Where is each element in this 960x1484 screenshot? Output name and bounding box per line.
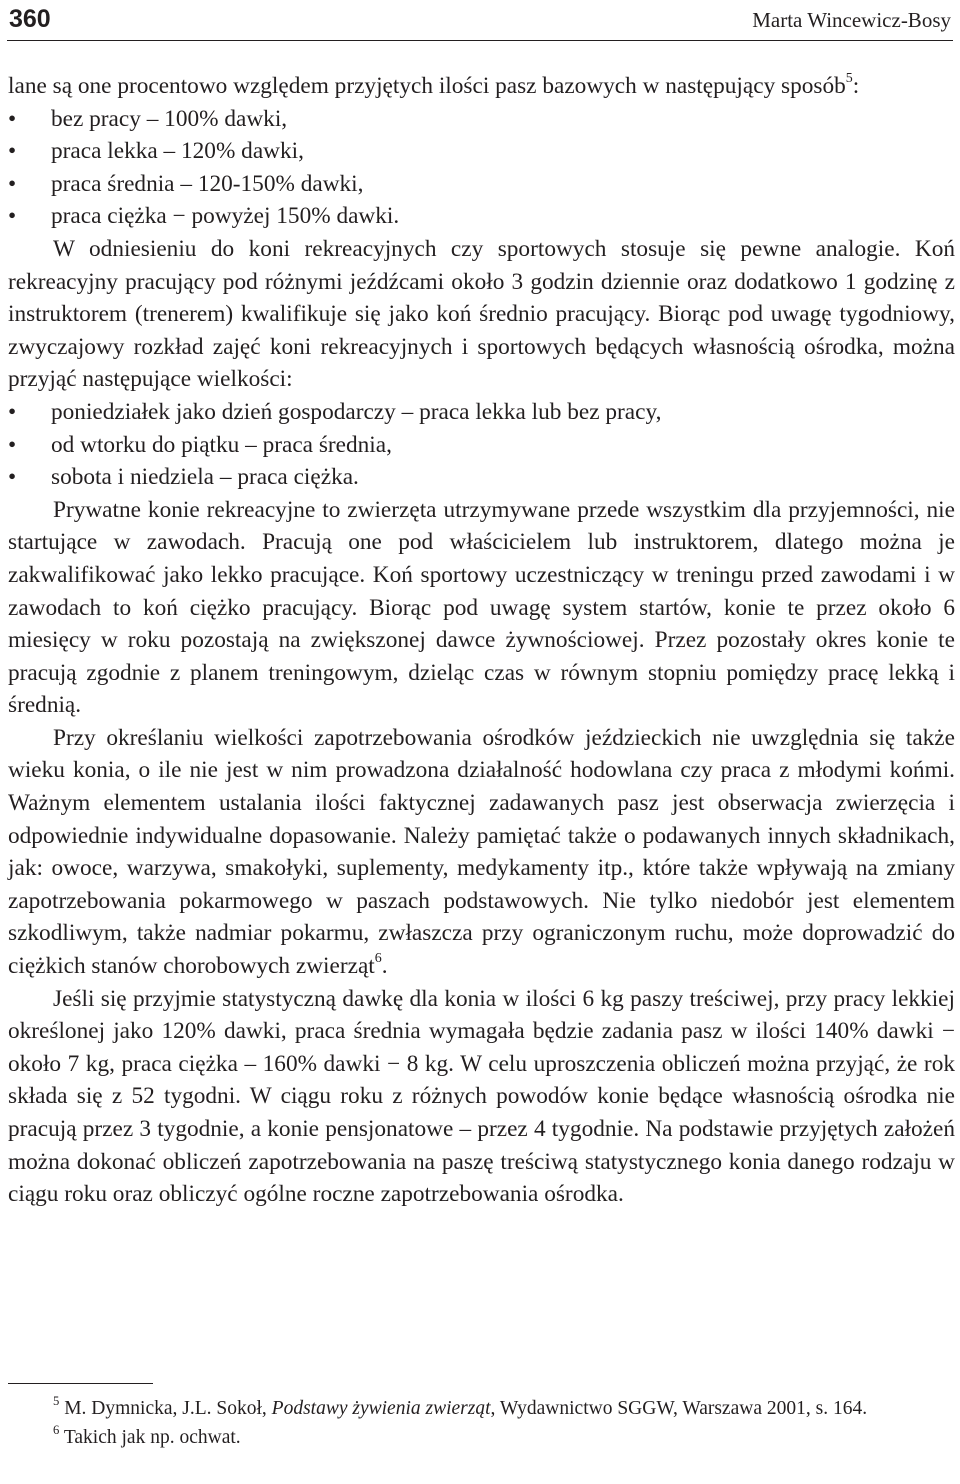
list-item: • bez pracy – 100% dawki, xyxy=(8,103,955,136)
paragraph: Prywatne konie rekreacyjne to zwierzęta utrzymywane przede wszystkim dla przyjemności, nie startujące w zawodach. Pracują one pod właścicielem lub instruktorem, dlatego można je zakwalifikować jako lekko pracujące. Koń sportowy uczestniczący w treningu przed zawodami i w zawodach to koń ciężko pracujący. Biorąc pod uwagę system startów, konie te przez około 6 miesięcy w roku pozostają na zwiększonej dawce żywnościowej. Przez pozostały okres konie te pracują zgodnie z planem treningowym, dzieląc czas w równym stopniu pomiędzy pracę lekką i średnią. xyxy=(8,496,955,719)
cited-title: Podstawy żywienia zwierząt xyxy=(271,1398,491,1419)
running-head-author: Marta Wincewicz-Bosy xyxy=(752,8,951,32)
list-item: • sobota i niedziela – praca ciężka. xyxy=(8,461,955,494)
footnote-mark: 5 xyxy=(53,1393,60,1408)
body-text xyxy=(8,70,955,1211)
footnote-mark: 6 xyxy=(53,1422,60,1437)
page-header xyxy=(7,0,953,41)
footnote-5: $^5$ M. Dymnicka, J.L. Sokoł, Podstawy żywienia zwierząt, Wydawnictwo SGGW, Warszawa 2001, s. 164. xyxy=(53,1393,868,1419)
footnotes xyxy=(8,1394,955,1452)
paragraph: Jeśli się przyjmie statystyczną dawkę dla konia w ilości 6 kg paszy treściwej, przy pracy lekkiej określonej jako 120% dawki, praca średnia wymagała będzie zadania pasz w ilości 140% dawki − około 7 kg, praca ciężka – 160% dawki − 8 kg. W celu uproszczenia obliczeń można przyjąć, że rok składa się z 52 tygodni. W ciągu roku z różnych powodów konie będące własnością ośrodka nie pracują przez 3 tygodnie, a konie pensjonatowe – przez 4 tygodnie. Na podstawie przyjętych założeń można dokonać obliczeń zapotrzebowania na paszę treściwą statystycznego konia danego rodzaju w ciągu roku oraz obliczyć ogólne roczne zapotrzebowania ośrodka. xyxy=(8,985,955,1208)
paragraph: Przy określaniu wielkości zapotrzebowania ośrodków jeździeckich nie uwzględnia się także wieku konia, o ile nie jest w nim prowadzona działalność hodowlana czy praca z młodymi końmi. Ważnym elementem ustalania ilości faktycznej zadawanych pasz jest obserwacja zwierzęcia i odpowiednie indywidualne dopasowanie. Należy pamiętać także o podawanych innych składnikach, jak: owoce, warzywa, smakołyki, suplementy, medykamenty itp., które także wpływają na zmiany zapotrzebowania pokarmowego w paszach podstawowych. Nie tylko niedobór jest elementem szkodliwym, także nadmiar pokarmu, zwłaszcza przy ograniczonym ruchu, może doprowadzić do ciężkich stanów chorobowych zwierząt$^6$. xyxy=(8,724,955,980)
list-item: • od wtorku do piątku – praca średnia, xyxy=(8,429,955,462)
workload-list xyxy=(8,103,955,233)
list-item: • poniedziałek jako dzień gospodarczy – praca lekka lub bez pracy, xyxy=(8,396,955,429)
footnote-ref-5[interactable]: 5 xyxy=(845,71,853,87)
list-item: • praca ciężka − powyżej 150% dawki. xyxy=(8,200,955,233)
list-item: • praca lekka – 120% dawki, xyxy=(8,135,955,168)
weekly-schedule-list xyxy=(8,396,955,494)
footnote-6: $^6$ Takich jak np. ochwat. xyxy=(53,1422,241,1448)
list-item: • praca średnia – 120-150% dawki, xyxy=(8,168,955,201)
page-number: 360 xyxy=(9,5,51,33)
footnote-ref-6[interactable]: 6 xyxy=(374,951,382,967)
footnote-separator xyxy=(8,1383,153,1384)
paragraph: W odniesieniu do koni rekreacyjnych czy sportowych stosuje się pewne analogie. Koń rekreacyjny pracujący pod różnymi jeźdźcami około 3 godzin dziennie oraz dodatkowo 1 godzinę z instruktorem (trenerem) kwalifikuje się jako koń średnio pracujący. Biorąc pod uwagę tygodniowy, zwyczajowy rozkład zajęć koni rekreacyjnych i sportowych będących własnością ośrodka, można przyjąć następujące wielkości: xyxy=(8,235,955,393)
intro-paragraph: lane są one procentowo względem przyjętych ilości pasz bazowych w następujący sposób$^5$: xyxy=(8,71,860,99)
